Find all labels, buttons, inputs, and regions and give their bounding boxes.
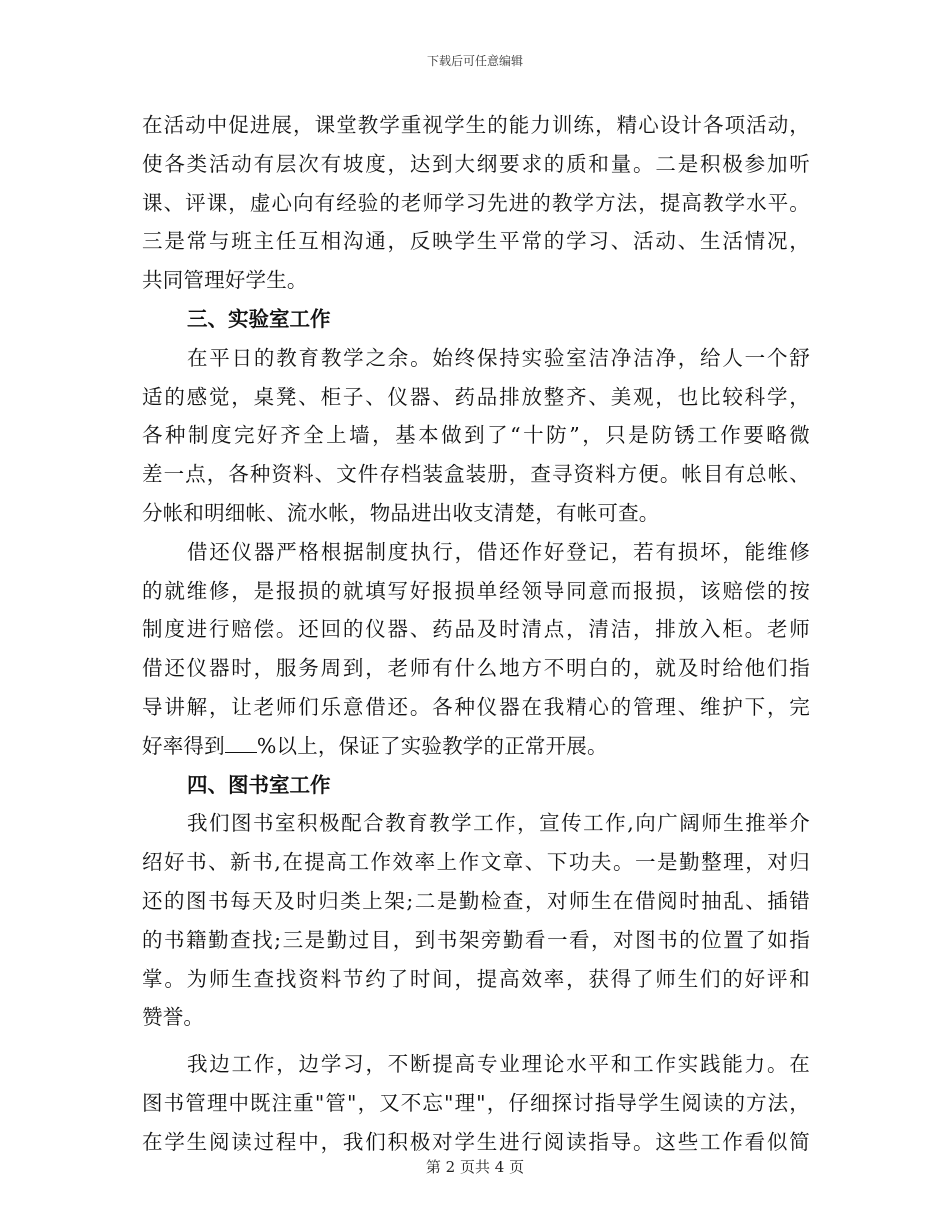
paragraph-lab-borrowing [142,533,810,766]
text-line: 赞誉。 [142,1005,205,1030]
text-line: 的书籍勤查找;三是勤过目，到书架旁勤看一看，对图书的位置了如指 [142,927,810,952]
text-line: 在学生阅读过程中，我们积极对学生进行阅读指导。这些工作看似简 [142,1129,810,1154]
body-text [142,106,810,1162]
text-line: 使各类活动有层次有坡度，达到大纲要求的质和量。二是积极参加听 [142,151,810,176]
text-line: 的就维修，是报损的就填写好报损单经领导同意而报损，该赔偿的按 [142,578,810,603]
text-segment: 好率得到 [142,733,225,758]
text-line [142,727,810,766]
text-line: 差一点，各种资料、文件存档装盒装册，查寻资料方便。帐目有总帐、 [142,462,810,487]
paragraph-lab-environment [142,339,810,533]
paragraph-gap [142,1037,810,1045]
text-line: 课、评课，虚心向有经验的老师学习先进的教学方法，提高教学水平。 [142,190,810,215]
text-line: 掌。为师生查找资料节约了时间，提高效率，获得了师生们的好评和 [142,966,810,991]
section-heading-lab: 三、实验室工作 [187,306,331,331]
text-line: 分帐和明细帐、流水帐，物品进出收支清楚，有帐可查。 [142,500,660,525]
text-line: 三是常与班主任互相沟通，反映学生平常的学习、活动、生活情况， [142,229,810,254]
text-line: 借还仪器严格根据制度执行，借还作好登记，若有损坏，能维修 [187,539,810,564]
text-line: 借还仪器时，服务周到，老师有什么地方不明白的，就及时给他们指 [142,656,810,681]
text-line: 还的图书每天及时归类上架;二是勤检查，对师生在借阅时抽乱、插错 [142,888,810,913]
text-line: 绍好书、新书,在提高工作效率上作文章、下功夫。一是勤整理，对归 [142,850,810,875]
text-line: 我们图书室积极配合教育教学工作，宣传工作,向广阔师生推举介 [187,811,810,836]
text-line: 导讲解，让老师们乐意借还。各种仪器在我精心的管理、维护下，完 [142,694,810,719]
text-line: 我边工作，边学习，不断提高专业理论水平和工作实践能力。在 [187,1052,810,1077]
text-line: 共同管理好学生。 [142,268,308,293]
text-line: 制度进行赔偿。还回的仪器、药品及时清点，清洁，排放入柜。老师 [142,617,810,642]
text-line: 适的感觉，桌凳、柜子、仪器、药品排放整齐、美观，也比较科学， [142,384,810,409]
page-header: 下载后可任意编辑 [426,54,523,68]
paragraph-teaching [142,106,810,300]
paragraph-library [142,804,810,1037]
fill-in-blank [225,734,257,753]
paragraph-self-study [142,1045,810,1161]
text-line: 在平日的教育教学之余。始终保持实验室洁净洁净，给人一个舒 [187,345,810,370]
text-segment: %以上，保证了实验教学的正常开展。 [256,733,608,758]
text-line: 在活动中促进展，课堂教学重视学生的能力训练，精心设计各项活动， [142,113,810,137]
section-heading-library: 四、图书室工作 [187,772,331,797]
page-footer: 第 2 页共 4 页 [425,1158,525,1176]
text-line: 图书管理中既注重"管"，又不忘"理"，仔细探讨指导学生阅读的方法， [142,1090,810,1115]
text-line: 各种制度完好齐全上墙，基本做到了“十防”，只是防锈工作要略微 [142,423,810,448]
